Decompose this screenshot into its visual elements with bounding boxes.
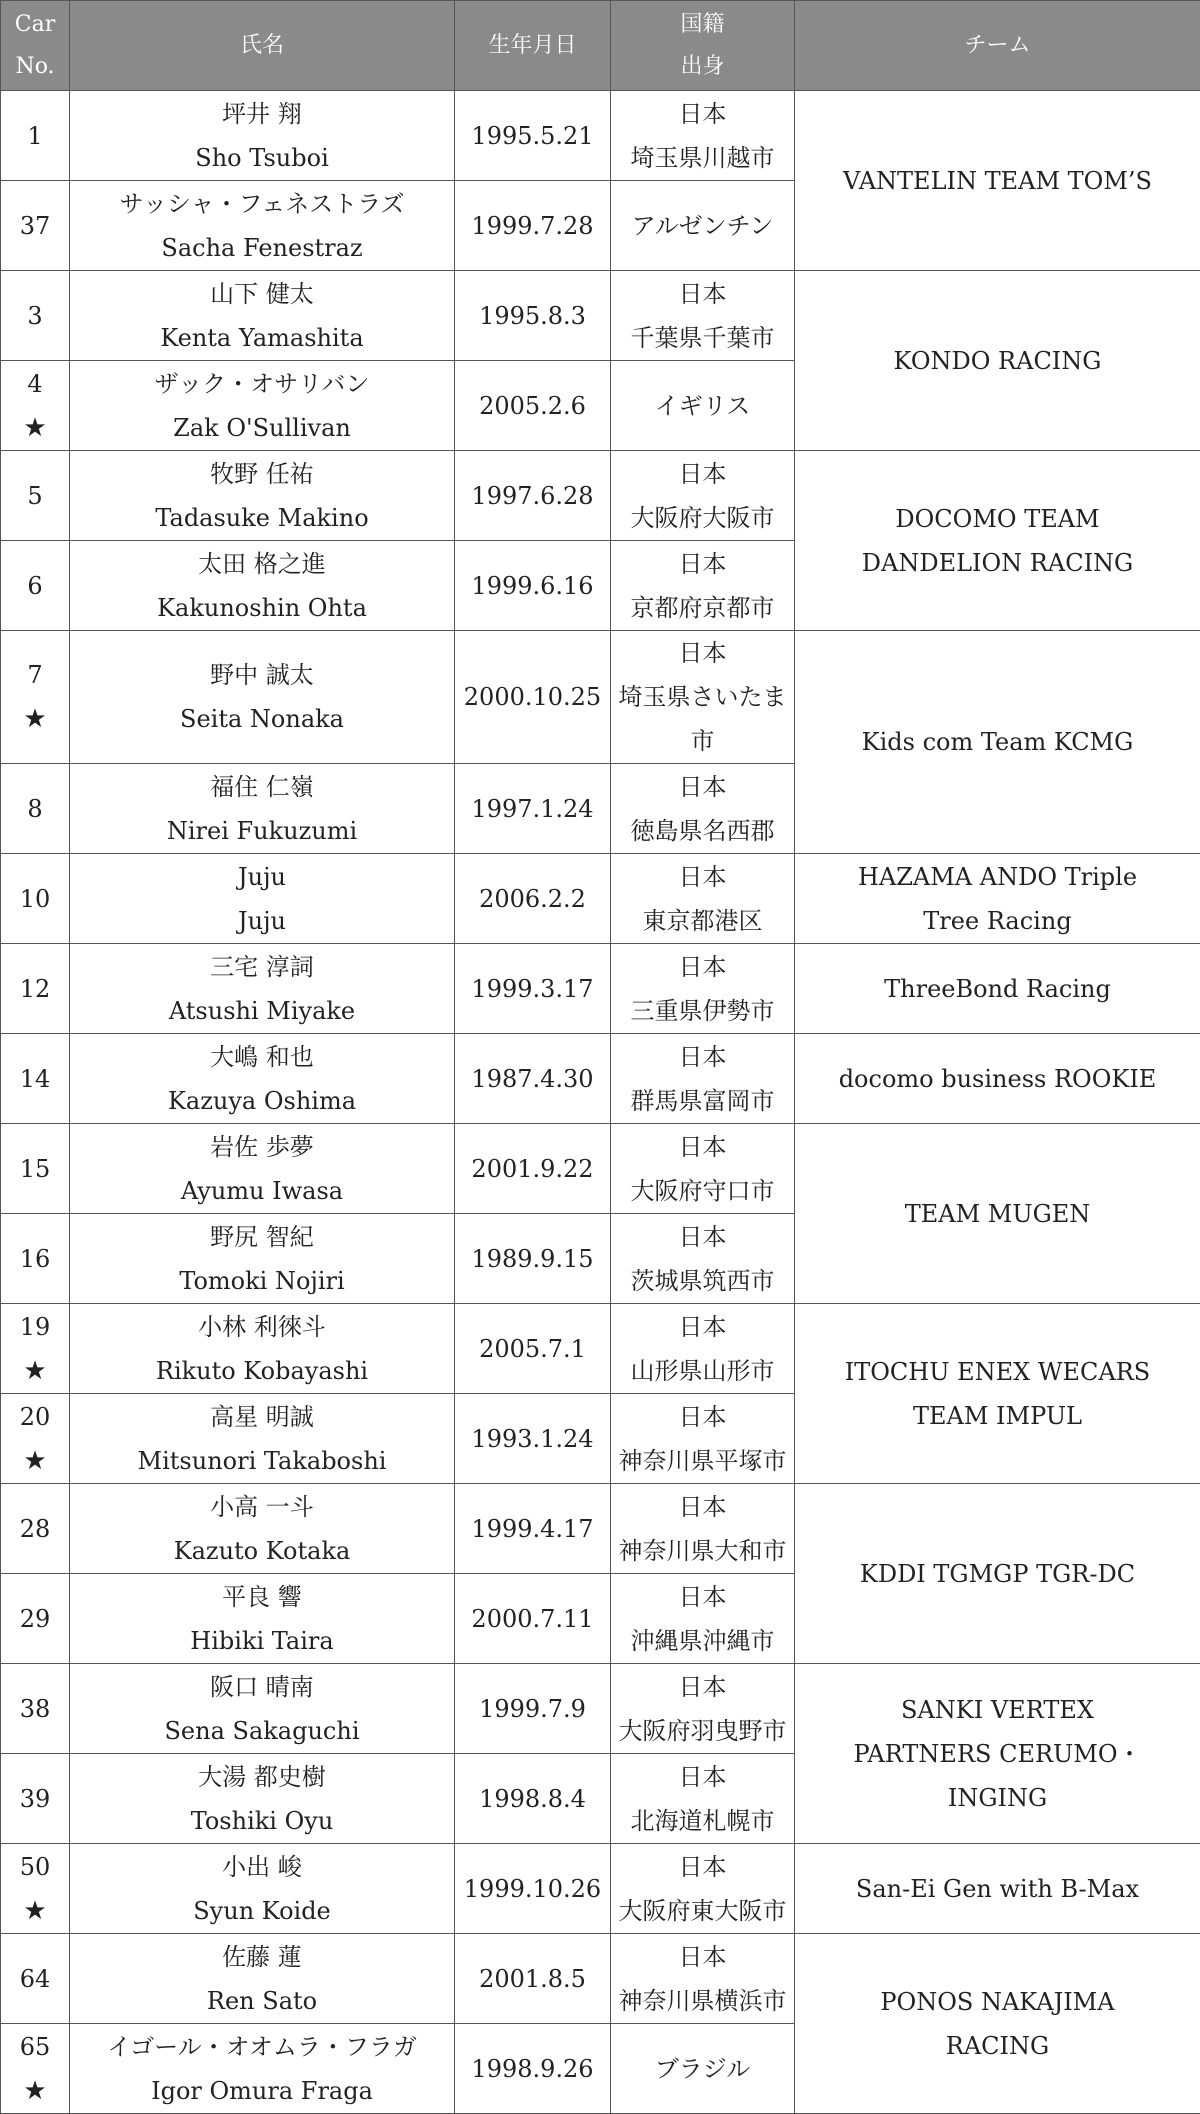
origin-line: イギリス: [611, 384, 794, 428]
origin-line: 日本: [611, 1665, 794, 1709]
driver-name-cell: [70, 764, 455, 854]
table-row: [1, 631, 1200, 764]
car-number: 14: [1, 1057, 69, 1101]
team-name-line: ITOCHU ENEX WECARS: [801, 1350, 1194, 1394]
origin-line: 日本: [611, 1485, 794, 1529]
team-cell: [795, 1484, 1200, 1664]
driver-name-cell: [70, 1484, 455, 1574]
driver-name-jp: 平良 響: [70, 1575, 454, 1619]
header-car-no-line2: No.: [1, 46, 69, 88]
driver-name-en: Igor Omura Fraga: [70, 2069, 454, 2113]
driver-name-jp: 野中 誠太: [70, 653, 454, 697]
origin-line: 神奈川県大和市: [611, 1529, 794, 1573]
driver-name-jp: 高星 明誠: [70, 1395, 454, 1439]
driver-name-jp: サッシャ・フェネストラズ: [70, 182, 454, 226]
driver-name-cell: [70, 541, 455, 631]
team-cell: [795, 1664, 1200, 1844]
car-number: 37: [1, 204, 69, 248]
origin-line: 日本: [611, 272, 794, 316]
birthdate-cell: 1999.3.17: [455, 944, 611, 1034]
origin-line: 三重県伊勢市: [611, 989, 794, 1033]
origin-line: 日本: [611, 855, 794, 899]
origin-line: 日本: [611, 1125, 794, 1169]
driver-name-jp: 大湯 都史樹: [70, 1755, 454, 1799]
origin-cell: [611, 181, 795, 271]
table-row: [1, 1484, 1200, 1574]
driver-name-cell: [70, 271, 455, 361]
table-row: [1, 91, 1200, 181]
birthdate-cell: 1995.5.21: [455, 91, 611, 181]
origin-line: 東京都港区: [611, 899, 794, 943]
table-header: [1, 1, 1200, 91]
driver-name-en: Sena Sakaguchi: [70, 1709, 454, 1753]
driver-name-cell: [70, 944, 455, 1034]
driver-name-cell: [70, 1394, 455, 1484]
driver-name-jp: 小出 峻: [70, 1845, 454, 1889]
birthdate-cell: 1995.8.3: [455, 271, 611, 361]
driver-name-jp: 佐藤 蓮: [70, 1935, 454, 1979]
origin-cell: [611, 271, 795, 361]
driver-name-cell: [70, 2024, 455, 2114]
car-number: 10: [1, 877, 69, 921]
origin-line: 日本: [611, 631, 794, 675]
table-row: [1, 1034, 1200, 1124]
car-number-cell: [1, 854, 70, 944]
car-number: 20: [1, 1395, 69, 1439]
origin-line: 大阪府守口市: [611, 1169, 794, 1213]
driver-name-en: Tadasuke Makino: [70, 496, 454, 540]
driver-name-en: Sho Tsuboi: [70, 136, 454, 180]
car-number: 50: [1, 1845, 69, 1889]
birthdate-cell: 2000.7.11: [455, 1574, 611, 1664]
team-name-line: DOCOMO TEAM: [801, 497, 1194, 541]
origin-line: 日本: [611, 1035, 794, 1079]
team-cell: [795, 944, 1200, 1034]
header-car-no: [1, 1, 70, 91]
driver-name-jp: Juju: [70, 855, 454, 899]
team-name-line: TEAM IMPUL: [801, 1394, 1194, 1438]
team-name-line: VANTELIN TEAM TOM’S: [801, 159, 1194, 203]
driver-name-jp: 野尻 智紀: [70, 1215, 454, 1259]
birthdate-cell: 1999.6.16: [455, 541, 611, 631]
team-name-line: Tree Racing: [801, 899, 1194, 943]
driver-name-en: Kazuto Kotaka: [70, 1529, 454, 1573]
birthdate-cell: 1997.1.24: [455, 764, 611, 854]
car-number-cell: [1, 764, 70, 854]
team-cell: [795, 271, 1200, 451]
table-row: [1, 271, 1200, 361]
driver-name-jp: 三宅 淳詞: [70, 945, 454, 989]
origin-cell: [611, 944, 795, 1034]
team-name-line: ThreeBond Racing: [801, 967, 1194, 1011]
driver-name-en: Syun Koide: [70, 1889, 454, 1933]
birthdate-cell: 2005.2.6: [455, 361, 611, 451]
birthdate-cell: 1998.9.26: [455, 2024, 611, 2114]
origin-line: 神奈川県平塚市: [611, 1439, 794, 1483]
table-row: [1, 1934, 1200, 2024]
driver-name-cell: [70, 1214, 455, 1304]
car-number-cell: [1, 1754, 70, 1844]
driver-name-jp: 小高 一斗: [70, 1485, 454, 1529]
origin-line: 日本: [611, 92, 794, 136]
origin-cell: [611, 451, 795, 541]
driver-name-en: Ayumu Iwasa: [70, 1169, 454, 1213]
birthdate-cell: 1999.4.17: [455, 1484, 611, 1574]
birthdate-cell: 1993.1.24: [455, 1394, 611, 1484]
driver-name-en: Sacha Fenestraz: [70, 226, 454, 270]
origin-line: 日本: [611, 1575, 794, 1619]
table-row: [1, 451, 1200, 541]
table-row: [1, 944, 1200, 1034]
team-name-line: INGING: [801, 1776, 1194, 1820]
car-number: 29: [1, 1597, 69, 1641]
team-cell: [795, 1304, 1200, 1484]
rookie-star-icon: ★: [1, 1889, 69, 1933]
car-number: 4: [1, 362, 69, 406]
driver-name-jp: 太田 格之進: [70, 542, 454, 586]
team-cell: [795, 631, 1200, 854]
team-name-line: HAZAMA ANDO Triple: [801, 855, 1194, 899]
origin-cell: [611, 1214, 795, 1304]
origin-line: 日本: [611, 452, 794, 496]
rookie-star-icon: ★: [1, 406, 69, 450]
birthdate-cell: 1989.9.15: [455, 1214, 611, 1304]
rookie-star-icon: ★: [1, 1349, 69, 1393]
driver-name-en: Nirei Fukuzumi: [70, 809, 454, 853]
driver-name-en: Juju: [70, 899, 454, 943]
origin-cell: [611, 854, 795, 944]
car-number: 38: [1, 1687, 69, 1731]
birthdate-cell: 2000.10.25: [455, 631, 611, 764]
header-car-no-line1: Car: [1, 4, 69, 46]
origin-line: アルゼンチン: [611, 204, 794, 248]
car-number-cell: [1, 451, 70, 541]
origin-cell: [611, 1394, 795, 1484]
rookie-star-icon: ★: [1, 697, 69, 741]
car-number: 39: [1, 1777, 69, 1821]
car-number: 12: [1, 967, 69, 1011]
car-number-cell: [1, 944, 70, 1034]
rookie-star-icon: ★: [1, 2069, 69, 2113]
origin-line: 日本: [611, 542, 794, 586]
car-number-cell: [1, 1664, 70, 1754]
car-number: 16: [1, 1237, 69, 1281]
driver-name-cell: [70, 1934, 455, 2024]
driver-name-jp: 小林 利徠斗: [70, 1305, 454, 1349]
driver-name-en: Rikuto Kobayashi: [70, 1349, 454, 1393]
origin-line: 埼玉県さいたま市: [611, 675, 794, 763]
table-row: [1, 1304, 1200, 1394]
team-name-line: KDDI TGMGP TGR-DC: [801, 1552, 1194, 1596]
car-number: 5: [1, 474, 69, 518]
car-number-cell: [1, 2024, 70, 2114]
rookie-star-icon: ★: [1, 1439, 69, 1483]
car-number-cell: [1, 361, 70, 451]
driver-name-cell: [70, 1034, 455, 1124]
driver-name-jp: 大嶋 和也: [70, 1035, 454, 1079]
driver-name-en: Seita Nonaka: [70, 697, 454, 741]
car-number: 1: [1, 114, 69, 158]
car-number-cell: [1, 181, 70, 271]
origin-line: 徳島県名西郡: [611, 809, 794, 853]
birthdate-cell: 2001.9.22: [455, 1124, 611, 1214]
origin-line: 日本: [611, 1935, 794, 1979]
car-number: 8: [1, 787, 69, 831]
car-number: 15: [1, 1147, 69, 1191]
origin-cell: [611, 1844, 795, 1934]
car-number-cell: [1, 1484, 70, 1574]
origin-cell: [611, 541, 795, 631]
origin-cell: [611, 361, 795, 451]
origin-line: 沖縄県沖縄市: [611, 1619, 794, 1663]
origin-line: 日本: [611, 1755, 794, 1799]
header-nationality-line2: 出身: [611, 46, 794, 88]
driver-name-jp: 阪口 晴南: [70, 1665, 454, 1709]
origin-cell: [611, 91, 795, 181]
origin-line: 大阪府大阪市: [611, 496, 794, 540]
driver-name-en: Mitsunori Takaboshi: [70, 1439, 454, 1483]
origin-cell: [611, 631, 795, 764]
driver-name-jp: ザック・オサリバン: [70, 362, 454, 406]
driver-name-cell: [70, 451, 455, 541]
origin-line: 群馬県富岡市: [611, 1079, 794, 1123]
car-number-cell: [1, 631, 70, 764]
table-row: [1, 1844, 1200, 1934]
driver-name-jp: 岩佐 歩夢: [70, 1125, 454, 1169]
driver-name-en: Kazuya Oshima: [70, 1079, 454, 1123]
car-number-cell: [1, 541, 70, 631]
origin-cell: [611, 1574, 795, 1664]
origin-line: 日本: [611, 945, 794, 989]
car-number: 64: [1, 1957, 69, 2001]
driver-name-cell: [70, 181, 455, 271]
team-cell: [795, 854, 1200, 944]
driver-name-en: Hibiki Taira: [70, 1619, 454, 1663]
car-number-cell: [1, 1394, 70, 1484]
birthdate-cell: 1999.10.26: [455, 1844, 611, 1934]
driver-name-cell: [70, 1664, 455, 1754]
team-cell: [795, 91, 1200, 271]
car-number-cell: [1, 1034, 70, 1124]
driver-name-cell: [70, 1754, 455, 1844]
driver-name-cell: [70, 91, 455, 181]
origin-line: 山形県山形市: [611, 1349, 794, 1393]
team-name-line: RACING: [801, 2024, 1194, 2068]
team-cell: [795, 1934, 1200, 2114]
birthdate-cell: 1999.7.9: [455, 1664, 611, 1754]
car-number-cell: [1, 91, 70, 181]
origin-line: 北海道札幌市: [611, 1799, 794, 1843]
birthdate-cell: 2005.7.1: [455, 1304, 611, 1394]
header-name: 氏名: [70, 1, 455, 91]
driver-name-cell: [70, 631, 455, 764]
team-name-line: PONOS NAKAJIMA: [801, 1980, 1194, 2024]
team-name-line: KONDO RACING: [801, 339, 1194, 383]
birthdate-cell: 1987.4.30: [455, 1034, 611, 1124]
car-number-cell: [1, 1124, 70, 1214]
table-row: [1, 1664, 1200, 1754]
driver-name-en: Tomoki Nojiri: [70, 1259, 454, 1303]
team-cell: [795, 451, 1200, 631]
birthdate-cell: 2001.8.5: [455, 1934, 611, 2024]
origin-line: 神奈川県横浜市: [611, 1979, 794, 2023]
origin-line: 日本: [611, 1215, 794, 1259]
car-number: 19: [1, 1305, 69, 1349]
driver-name-cell: [70, 361, 455, 451]
origin-cell: [611, 1484, 795, 1574]
team-cell: [795, 1844, 1200, 1934]
driver-name-en: Ren Sato: [70, 1979, 454, 2023]
team-cell: [795, 1034, 1200, 1124]
origin-line: 大阪府東大阪市: [611, 1889, 794, 1933]
origin-cell: [611, 1934, 795, 2024]
origin-cell: [611, 1124, 795, 1214]
car-number-cell: [1, 1934, 70, 2024]
origin-cell: [611, 1034, 795, 1124]
driver-name-en: Atsushi Miyake: [70, 989, 454, 1033]
birthdate-cell: 1998.8.4: [455, 1754, 611, 1844]
driver-name-cell: [70, 1574, 455, 1664]
table-body: [1, 91, 1200, 2114]
origin-cell: [611, 1664, 795, 1754]
origin-line: 日本: [611, 1305, 794, 1349]
driver-name-cell: [70, 1844, 455, 1934]
team-name-line: San-Ei Gen with B-Max: [801, 1867, 1194, 1911]
team-name-line: docomo business ROOKIE: [801, 1057, 1194, 1101]
car-number: 7: [1, 653, 69, 697]
team-name-line: PARTNERS CERUMO・: [801, 1732, 1194, 1776]
driver-name-jp: 坪井 翔: [70, 92, 454, 136]
driver-name-en: Zak O'Sullivan: [70, 406, 454, 450]
driver-name-jp: 福住 仁嶺: [70, 765, 454, 809]
origin-line: 埼玉県川越市: [611, 136, 794, 180]
origin-line: ブラジル: [611, 2047, 794, 2091]
car-number: 28: [1, 1507, 69, 1551]
header-nationality-line1: 国籍: [611, 4, 794, 46]
car-number-cell: [1, 1214, 70, 1304]
car-number: 3: [1, 294, 69, 338]
header-team: チーム: [795, 1, 1200, 91]
origin-line: 大阪府羽曳野市: [611, 1709, 794, 1753]
driver-name-jp: 牧野 任祐: [70, 452, 454, 496]
birthdate-cell: 1999.7.28: [455, 181, 611, 271]
header-row: [1, 1, 1200, 91]
header-dob: 生年月日: [455, 1, 611, 91]
team-cell: [795, 1124, 1200, 1304]
origin-cell: [611, 1304, 795, 1394]
table-row: [1, 1124, 1200, 1214]
origin-cell: [611, 764, 795, 854]
origin-line: 日本: [611, 1395, 794, 1439]
driver-name-jp: 山下 健太: [70, 272, 454, 316]
car-number: 65: [1, 2025, 69, 2069]
car-number-cell: [1, 271, 70, 361]
birthdate-cell: 1997.6.28: [455, 451, 611, 541]
driver-name-jp: イゴール・オオムラ・フラガ: [70, 2025, 454, 2069]
team-name-line: TEAM MUGEN: [801, 1192, 1194, 1236]
driver-name-cell: [70, 1304, 455, 1394]
driver-name-cell: [70, 1124, 455, 1214]
team-name-line: SANKI VERTEX: [801, 1688, 1194, 1732]
car-number-cell: [1, 1844, 70, 1934]
origin-line: 京都府京都市: [611, 586, 794, 630]
driver-name-en: Kakunoshin Ohta: [70, 586, 454, 630]
car-number-cell: [1, 1304, 70, 1394]
origin-line: 日本: [611, 765, 794, 809]
origin-line: 茨城県筑西市: [611, 1259, 794, 1303]
origin-line: 日本: [611, 1845, 794, 1889]
origin-cell: [611, 2024, 795, 2114]
table-row: [1, 854, 1200, 944]
origin-cell: [611, 1754, 795, 1844]
team-name-line: DANDELION RACING: [801, 541, 1194, 585]
team-name-line: Kids com Team KCMG: [801, 720, 1194, 764]
driver-name-en: Toshiki Oyu: [70, 1799, 454, 1843]
birthdate-cell: 2006.2.2: [455, 854, 611, 944]
driver-name-cell: [70, 854, 455, 944]
car-number-cell: [1, 1574, 70, 1664]
origin-line: 千葉県千葉市: [611, 316, 794, 360]
header-nationality: [611, 1, 795, 91]
car-number: 6: [1, 564, 69, 608]
driver-name-en: Kenta Yamashita: [70, 316, 454, 360]
